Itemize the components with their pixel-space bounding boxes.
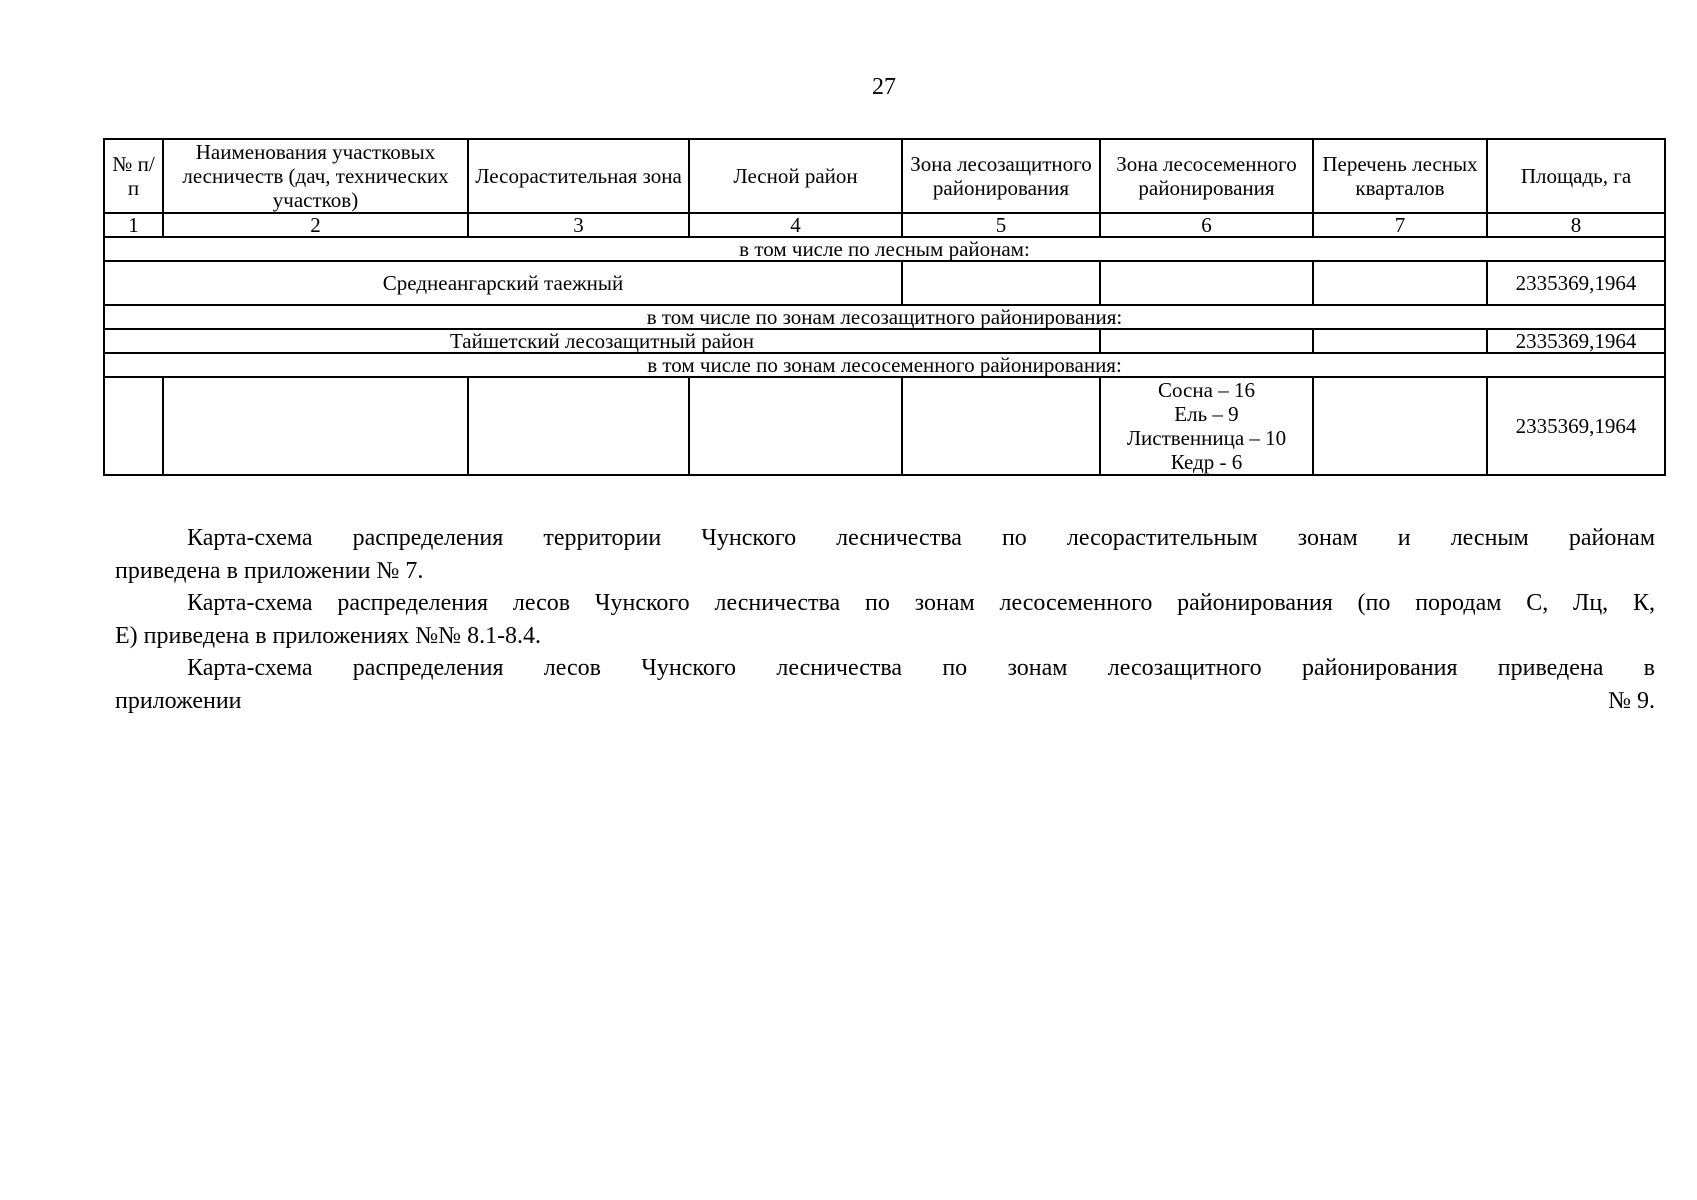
section-label: в том числе по зонам лесосеменного районирования: xyxy=(104,353,1665,377)
paragraph-2-line-2: Е) приведена в приложениях №№ 8.1-8.4. xyxy=(115,623,542,649)
header-protection-zone: Зона лесозащитного районирования xyxy=(902,139,1100,213)
section-row-seed-zones xyxy=(104,353,1665,377)
empty-cell xyxy=(689,377,902,475)
column-number: 3 xyxy=(468,213,689,237)
forest-district-row xyxy=(104,261,1665,305)
column-number: 1 xyxy=(104,213,163,237)
empty-cell xyxy=(1313,377,1487,475)
header-subdivision-names: Наименования участковых лесничеств (дач, технических участков) xyxy=(163,139,468,213)
paragraph-2-line-1: Карта-схема распределения лесов Чунского лесничества по зонам лесосеменного районирования (по породам С, Лц, К, xyxy=(187,590,1655,616)
column-number: 8 xyxy=(1487,213,1665,237)
protection-zone-name: Тайшетский лесозащитный район xyxy=(104,329,1100,353)
paragraph-1-line-2: приведена в приложении № 7. xyxy=(115,558,424,584)
paragraph-3-appendix-label: приложении xyxy=(115,688,242,714)
header-seed-zone: Зона лесосеменного районирования xyxy=(1100,139,1313,213)
paragraph-3-appendix-number: № 9. xyxy=(1608,688,1655,714)
paragraph-3-line-2 xyxy=(115,685,1655,718)
header-number: № п/п xyxy=(104,139,163,213)
empty-cell xyxy=(1313,329,1487,353)
species-larch: Лиственница – 10 xyxy=(1126,426,1287,450)
column-number: 2 xyxy=(163,213,468,237)
empty-cell xyxy=(104,377,163,475)
species-cedar: Кедр - 6 xyxy=(1170,450,1243,474)
column-number: 5 xyxy=(902,213,1100,237)
forest-district-name: Среднеангарский таежный xyxy=(104,261,902,305)
header-area: Площадь, га xyxy=(1487,139,1665,213)
paragraph-3-line-1: Карта-схема распределения лесов Чунского лесничества по зонам лесозащитного районирования приведена в xyxy=(187,655,1655,681)
empty-cell xyxy=(902,377,1100,475)
column-numbers-row xyxy=(104,213,1665,237)
header-forest-district: Лесной район xyxy=(689,139,902,213)
empty-cell xyxy=(1313,261,1487,305)
table-header-row xyxy=(104,139,1665,213)
protection-zone-row xyxy=(104,329,1665,353)
protection-zone-area: 2335369,1964 xyxy=(1487,329,1665,353)
section-row-forest-districts xyxy=(104,237,1665,261)
header-vegetation-zone: Лесорастительная зона xyxy=(468,139,689,213)
empty-cell xyxy=(902,261,1100,305)
seed-zone-area: 2335369,1964 xyxy=(1487,377,1665,475)
seed-zone-row xyxy=(104,377,1665,475)
forest-district-area: 2335369,1964 xyxy=(1487,261,1665,305)
empty-cell xyxy=(1100,329,1313,353)
column-number: 7 xyxy=(1313,213,1487,237)
page-number: 27 xyxy=(872,74,896,100)
column-number: 6 xyxy=(1100,213,1313,237)
empty-cell xyxy=(163,377,468,475)
species-pine: Сосна – 16 xyxy=(1158,378,1255,402)
section-row-protection-zones xyxy=(104,305,1665,329)
section-label: в том числе по зонам лесозащитного районирования: xyxy=(104,305,1665,329)
seed-zone-species xyxy=(1100,377,1313,475)
empty-cell xyxy=(1100,261,1313,305)
forest-zoning-table xyxy=(103,138,1666,476)
column-number: 4 xyxy=(689,213,902,237)
section-label: в том числе по лесным районам: xyxy=(104,237,1665,261)
header-quarters-list: Перечень лесных кварталов xyxy=(1313,139,1487,213)
species-spruce: Ель – 9 xyxy=(1174,402,1239,426)
paragraph-1-line-1: Карта-схема распределения территории Чунского лесничества по лесорастительным зонам и лесным районам xyxy=(187,525,1655,551)
empty-cell xyxy=(468,377,689,475)
